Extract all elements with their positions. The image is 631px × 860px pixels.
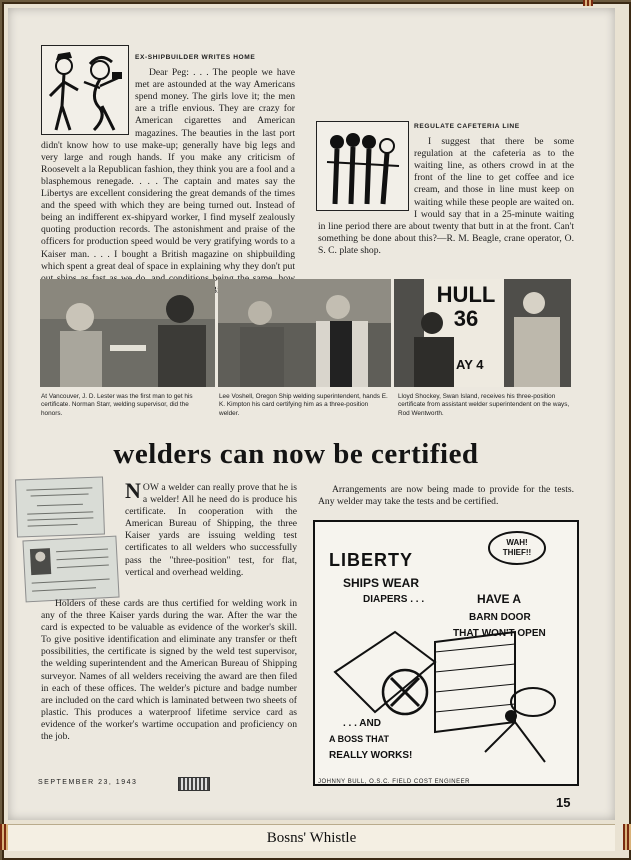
- page-number: 15: [556, 795, 571, 810]
- cartoon-label: A BOSS THAT: [329, 734, 389, 744]
- cartoon-label: . . . AND: [343, 718, 381, 729]
- cartoon-label: DIAPERS . . .: [363, 594, 425, 605]
- article-shipbuilder: [41, 52, 295, 287]
- cartoon-credit: JOHNNY BULL, O.S.C. FIELD COST ENGINEER: [318, 779, 470, 785]
- article-body-p3: Arrangements are now being made to provide for the tests. Any welder may take the tests and be certified.: [318, 484, 574, 508]
- article-continuation-spacer: [318, 49, 574, 121]
- speech-bubble: WAH! THIEF!!: [502, 538, 532, 557]
- photo-caption: At Vancouver, J. D. Lester was the first man to get his certificate. Norman Starr, welding supervisor, did the honors.: [41, 393, 193, 417]
- footer-ornament-right: [623, 824, 631, 850]
- cartoon-label: REALLY WORKS!: [329, 750, 413, 761]
- cartoon-label: THAT WON'T OPEN: [453, 628, 546, 639]
- photo-caption: Lloyd Shockey, Swan Island, receives his three-position certificate from assistant welder superintendent on the ways, Rod Wentworth.: [398, 393, 570, 417]
- article-cafeteria: [318, 49, 574, 257]
- drop-cap: N: [125, 478, 141, 503]
- cartoon-label: HAVE A: [477, 592, 522, 606]
- certificate-card-front: [15, 476, 105, 537]
- cartoon-label: SHIPS WEAR: [343, 576, 420, 590]
- article-body: I suggest that there be some regulation at the cafeteria as to the waiting line, as others crowd in at the front of the line to get coffee and ice cream, and those in line must keep on waiting while these people are waited on. I would say that in a 25-minute waiting in line period there are about twenty that butt in at the front. Can't something be done about this?—R. M. Beagle, crane operator, O. S. C. plate shop.: [318, 136, 574, 256]
- article-certified: [125, 478, 297, 579]
- cartoon-label-liberty: LIBERTY: [329, 550, 414, 570]
- article-certified-right: [318, 484, 574, 508]
- article-certified-cont: [41, 598, 297, 743]
- magazine-logo: [178, 777, 210, 791]
- footer-ornament-left: [0, 824, 8, 850]
- photo-caption: Lee Voshell, Oregon Ship welding superintendent, hands E. K. Kimpton his card certifying him as a three-position welder.: [219, 393, 388, 417]
- site-title: Bosns' Whistle: [266, 830, 357, 846]
- photo-swan-island: [394, 279, 571, 387]
- article-heading: REGULATE CAFETERIA LINE: [414, 123, 520, 130]
- article-body: Dear Peg: . . . The people we have met are astounded at the way Americans spend money. The girls love it; the men are a trifle envious. They are crazy for American cigarettes and American magazines. The beauties in the last port didn't know how to use make-up; generally have big legs and very large and rough hands. If you make any criticism of Roosevelt a la Republican fashion, they think you are a fool and a blasphemous renegade. . . . The captain and mates say the Libertys are excellent considering the great demands of the times and the speed with which they are being turned out. Instead of being an indifferent ex-shipyard worker, I find myself zealously quoting production records. The astonishment and praise of the officers for production speed would be very gratifying words to a Kaiser man. . . . I bought a British magazine on shipbuilding which spent a great deal of space in explaining why they don't put: [41, 67, 295, 272]
- photo-oregon-ship: [218, 279, 391, 387]
- photo-vancouver: [40, 279, 215, 387]
- main-title: welders can now be certified: [113, 438, 479, 470]
- article-text: OW a welder can really prove that he is a welder! All he need do is produce his certificate. In cooperation with the American Bureau of Shipping, the three Kaiser yards are issuing welding test certificates to all welders who successfully pass the "three-position" test, for flat, vertical and overhead welding.: [125, 482, 297, 578]
- issue-date: SEPTEMBER 23, 1943: [38, 779, 138, 786]
- hull-sign: HULL 36: [436, 282, 496, 331]
- liberty-ships-cartoon: [313, 520, 579, 786]
- cartoon-label: BARN DOOR: [469, 612, 531, 623]
- magazine-page: [8, 8, 615, 820]
- site-footer: [8, 824, 615, 851]
- top-ornament: [583, 0, 593, 6]
- article-body-p2: Holders of these cards are thus certified for welding work in any of the three Kaiser yards during the war. After the war the card is expected to be valuable as evidence of the worker's skill. To give positive identification and eliminate any transfer or theft possibilities, the certificate is signed by the weld test supervisor, the welding superintendent and the American Bureau of Shipping surveyor. Names of all welders receiving the award are then filed in each of these offices. The welder's picture and badge number are included on the card which is laminated between two sheets of plastic. This produces a waterproof lifetime service card as evidence of the worker's wartime occupation and proficiency on the job.: [41, 598, 297, 743]
- certificate-card-back: [22, 536, 119, 603]
- hull-sign-sub: AY 4: [456, 357, 484, 372]
- article-body-p1: [125, 478, 297, 579]
- article-heading: EX-SHIPBUILDER WRITES HOME: [135, 54, 256, 61]
